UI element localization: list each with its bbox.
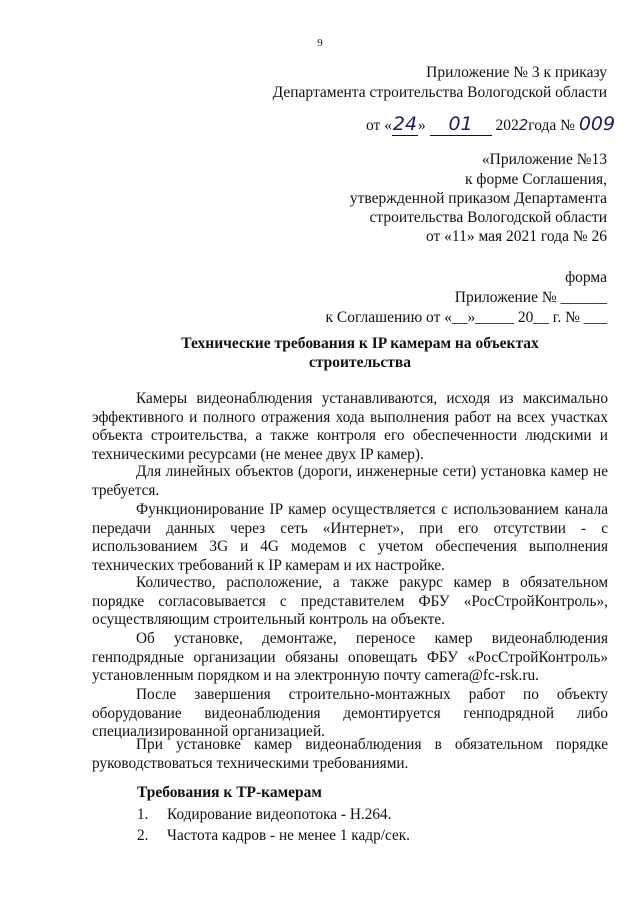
- paragraph-dismantling: После завершения строительно-монтажных работ по объекту оборудование видеонаблюдения демонтируется генподрядной либо специализированной организацией.: [92, 686, 608, 740]
- construction-dept-line: строительства Вологодской области: [369, 209, 607, 226]
- handwritten-year-digit: 2: [518, 116, 529, 134]
- may-2021-line: от «11» мая 2021 года № 26: [425, 228, 607, 245]
- page-number: 9: [317, 37, 323, 49]
- list-item-text: Частота кадров - не менее 1 кадр/сек.: [167, 827, 410, 844]
- agreement-form-line: к форме Соглашения,: [465, 171, 607, 188]
- handwritten-month: 01: [448, 113, 473, 135]
- order-appendix-line: Приложение № 3 к приказу: [426, 64, 607, 81]
- order-date-line: [366, 113, 616, 139]
- date-suffix: года №: [528, 117, 575, 134]
- handwritten-day: 24: [392, 113, 418, 135]
- list-item-number: 1.: [137, 806, 149, 823]
- paragraph-notification: Об установке, демонтаже, переносе камер видеонаблюдения генподрядные организации обязаны оповещать ФБУ «РосСтройКонтроль» установленным порядком и на электронную почту camera@fc-rsk.ru.: [92, 630, 608, 684]
- appendix-number-blank: Приложение № ______: [454, 289, 607, 306]
- paragraph-coordination: Количество, расположение, а также ракурс камер в обязательном порядке согласовывается с представителем ФБУ «РосСтройКонтроль», осуществляющим строительный контроль на объекте.: [92, 574, 608, 628]
- paragraph-linear-objects: Для линейных объектов (дороги, инженерные сети) установка камер не требуется.: [92, 463, 608, 499]
- appendix-13-line: «Приложение №13: [481, 151, 607, 168]
- list-item: [137, 804, 391, 825]
- list-item-text: Кодирование видеопотока - H.264.: [167, 806, 392, 823]
- date-close-quote: »: [417, 117, 426, 134]
- year-prefix: 202: [495, 117, 519, 134]
- requirements-title: Требования к ТР-камерам: [137, 784, 322, 801]
- handwritten-order-number: 009: [578, 113, 616, 135]
- paragraph-camera-placement: Камеры видеонаблюдения устанавливаются, исходя из максимально эффективного и полного отражения хода выполнения работ на всех участках объекта строительства, а также контроля его обеспеченности людскими и техническими ресурсами (не менее двух IP камер).: [92, 390, 608, 463]
- paragraph-guidance: При установке камер видеонаблюдения в обязательном порядке руководствоваться техническими требованиями.: [92, 736, 608, 772]
- list-item: [137, 825, 410, 846]
- date-prefix: от «: [366, 117, 392, 134]
- department-line: Департамента строительства Вологодской области: [272, 84, 607, 101]
- approved-by-line: утвержденной приказом Департамента: [349, 190, 607, 207]
- agreement-date-blank: к Соглашению от «__»_____ 20__ г. № ___: [325, 309, 607, 326]
- list-item-number: 2.: [137, 827, 149, 844]
- document-title: Технические требования к IP камерам на объектах строительства: [181, 335, 539, 371]
- paragraph-ip-operation: Функционирование IP камер осуществляется с использованием канала передачи данных через сеть «Интернет», при его отсутствии - с использованием 3G и 4G модемов с учетом обеспечения выполнения технических требований к IP камерам и их настройке.: [92, 501, 608, 574]
- form-label: форма: [565, 269, 607, 286]
